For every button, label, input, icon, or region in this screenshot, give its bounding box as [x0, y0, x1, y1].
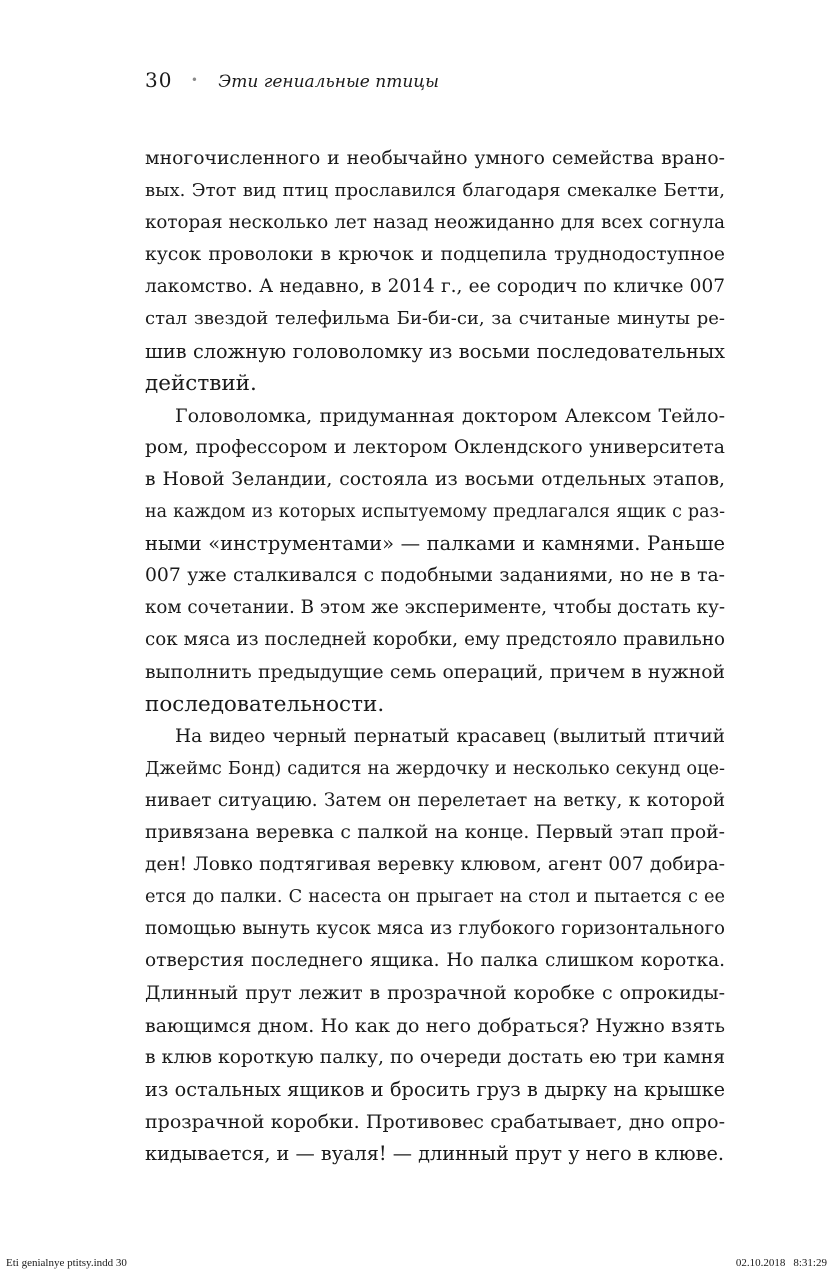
text-line: последовательности. — [145, 691, 385, 717]
paragraph — [145, 143, 725, 400]
text-line: вающимся дном. Но как до него добраться? Нужно взять — [145, 1014, 725, 1037]
text-line: Джеймс Бонд) садится на жердочку и несколько секунд оце- — [145, 758, 725, 779]
header-separator: • — [190, 73, 198, 87]
text-line: сок мяса из последней коробки, ему предстояло правильно — [145, 629, 725, 651]
text-line: выполнить предыдущие семь операций, причем в нужной — [145, 661, 725, 683]
text-line: ден! Ловко подтягивая веревку клювом, агент 007 добира- — [145, 854, 725, 876]
text-line: на каждом из которых испытуемому предлагался ящик с раз- — [145, 502, 725, 523]
text-line: в клюв короткую палку, по очереди достать ею три камня — [145, 1046, 725, 1068]
text-line: отверстия последнего ящика. Но палка слишком коротка. — [145, 950, 725, 972]
text-line: привязана веревка с палкой на конце. Первый этап прой- — [145, 821, 725, 843]
text-line: ком сочетании. В этом же эксперименте, чтобы достать ку- — [145, 597, 725, 619]
text-line: прозрачной коробки. Противовес срабатывает, дно опро- — [145, 1110, 725, 1133]
text-line: ется до палки. С насеста он прыгает на стол и пытается с ее — [145, 887, 725, 908]
running-head — [145, 66, 439, 97]
page-number: 30 — [145, 68, 173, 92]
text-line: Головоломка, придуманная доктором Алексом Тейло- — [175, 404, 725, 427]
text-line: многочисленного и необычайно умного семейства врано- — [145, 148, 725, 169]
text-line: которая несколько лет назад неожиданно для всех согнула — [145, 212, 725, 234]
text-line: в Новой Зеландии, состояла из восьми отдельных этапов, — [145, 468, 725, 490]
paragraph — [145, 400, 725, 721]
text-line: помощью вынуть кусок мяса из глубокого горизонтального — [145, 918, 725, 940]
text-line: На видео черный пернатый красавец (вылитый птичий — [175, 725, 725, 747]
print-slug-date: 02.10.2018 — [735, 1257, 786, 1269]
text-line: 007 уже сталкивался с подобными заданиями, но не в та- — [145, 565, 725, 587]
body-text — [145, 143, 725, 1170]
book-title: Эти гениальные птицы — [218, 72, 439, 92]
text-line: шив сложную головоломку из восьми последовательных — [145, 339, 725, 363]
text-line: действий. — [145, 370, 257, 396]
text-line: кусок проволоки в крючок и подцепила труднодоступное — [145, 244, 725, 266]
text-line: кидывается, и — вуаля! — длинный прут у него в клюве. — [145, 1141, 724, 1165]
text-line: лакомство. А недавно, в 2014 г., ее сородич по кличке 007 — [145, 276, 725, 298]
text-line: Длинный прут лежит в прозрачной коробке с опрокиды- — [145, 982, 725, 1005]
print-slug-file: Eti genialnye ptitsy.indd 30 — [6, 1257, 127, 1269]
text-line: из остальных ящиков и бросить груз в дырку на крышке — [145, 1077, 725, 1101]
text-line: вых. Этот вид птиц прославился благодаря смекалке Бетти, — [145, 180, 725, 202]
print-slug-timestamp — [736, 1256, 827, 1270]
text-line: ными «инструментами» — палками и камнями. Раньше — [145, 532, 725, 556]
paragraph — [145, 721, 725, 1170]
print-slug-time: 8:31:29 — [793, 1257, 827, 1269]
text-line: ром, профессором и лектором Оклендского университета — [145, 436, 725, 458]
text-line: нивает ситуацию. Затем он перелетает на ветку, к которой — [145, 789, 725, 811]
text-line: стал звездой телефильма Би-би-си, за считаные минуты ре- — [145, 308, 725, 330]
